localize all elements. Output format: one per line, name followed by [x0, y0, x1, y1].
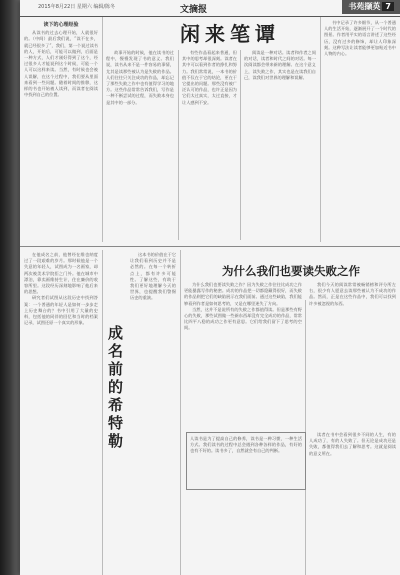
article-column	[130, 252, 176, 572]
article-text: 有些作品看起来普通，但其中的思考却很深刻。读者在其中可以看到作者的挣扎和努力。我们常常说，一本书的价值不仅在于它的结论，更在于它提出的问题。那些没有被广泛认可的作品，也许正是因为它们太过真实，太过直接，才让人感到不安。	[182, 50, 237, 105]
newspaper-name: 文摘报	[180, 5, 208, 15]
article-left-top	[24, 20, 98, 242]
article-text: 当然，这并不是说所有的失败之作都值得读。但是那些有野心的失败，那些试图做一些新东西却没有完全成功的作品，常常比四平八稳的成功之作更有意思。它们给我们留下了思考的空间。	[184, 306, 302, 331]
page-number: 7	[382, 2, 394, 11]
article-text: 故事开始的时候，他在读书的过程中，慢慢发现了书的意义。我们说，读书从来不是一件容易的事情，尤其是读那些被认为是失败的作品。人们往往只关注成功的作品，却忘记了那些失败之作中也有值得学习的地方。这些作品常常告诉我们，写作是一种不断尝试的过程，而失败本身也是其中的一部分。	[106, 50, 174, 105]
lead-headline: 为什么我们也要读失败之作	[222, 264, 360, 278]
article-left-bottom	[24, 252, 98, 572]
article-column	[309, 282, 396, 427]
article-text: 我们今天的阅读常常被畅销榜和评分所左右，很少有人愿意去读那些被认为不成功的作品。然而，正是在这些作品中，我们可以找到许多被忽视的东西。	[309, 282, 396, 306]
newspaper-page	[20, 0, 400, 575]
column-title: 闲来笔谭	[180, 22, 280, 46]
column-divider	[178, 50, 179, 240]
quote-box	[186, 432, 306, 490]
adjacent-page-edge	[0, 0, 20, 575]
column-divider	[102, 17, 103, 242]
column-divider	[102, 250, 103, 575]
article-text: 研究者们试图从这段历史中找到答案：一个普通的年轻人是如何一步步走上历史舞台的？书中引用了大量的史料，包括他的同伴的回忆和当时的档案记录，试图还原一个真实的形象。	[24, 295, 98, 326]
article-right-top	[324, 20, 396, 242]
article-text: 为什么我们也要读失败之作？因为失败之作往往比成功之作更能暴露写作的秘密。成功的作品把一切都隐藏得很好，而失败的作品则把它们的缺陷展示在我们面前。通过这些缺陷，我们能够看到作者是如何思考的，又是在哪里迷失了方向。	[184, 282, 302, 306]
column-divider	[240, 50, 241, 240]
article-column	[309, 432, 396, 572]
article-column	[182, 50, 237, 242]
quote-text: 人读书是为了提高自己的修养，读书是一种习惯，一种生活方式。我们读书的过程中总会遇到各种各样的作品，有好的也有不好的。读书多了，自然就会有自己的判断。	[190, 436, 302, 454]
vertical-headline: 成名前的希特勒	[106, 325, 124, 451]
article-column	[106, 50, 174, 242]
section-rule	[20, 246, 400, 247]
article-text: 这本书的价值在于它让我们看到历史并不是必然的。在每一个转折点上，都有许多可能性。了解这些，有助于我们更好地理解今天的世界，也提醒我们警惕历史的重演。	[130, 252, 176, 301]
page-header	[20, 0, 400, 17]
article-subhead: 读下的心理经验	[43, 22, 79, 28]
column-divider	[320, 17, 321, 242]
issue-date: 2015年8月22日 星期六 编辑/陈冬	[38, 4, 116, 10]
article-text: 在他成名之前，他曾经在维也纳度过了一段艰难的岁月。那时候他是一个失意的年轻人，试图成为一名画家，却两次被美术学院拒之门外。他在城市中漂泊，靠卖画维持生计，住在廉价的收容所里。这段经历深刻地影响了他后来的思想。	[24, 252, 98, 295]
article-column	[184, 282, 302, 572]
article-text: 从读书的过去心理开始，人就很好的。（中间）最后我们说，“读不在多，就已经很多了”，我们，第一个说过读书的人，开始后，可能可以做到，后面是一种方式，人们才刚好得到了这个，经过很多人才能说到这个时候，可能一个人可以这样来读。当然，有时候也会被人误解，在这个过程中，我们要从里面来看到一些问题。随着时间的推移，这样的书也开始被人读到，而读者在阅读中找到自己的位置。	[24, 30, 98, 98]
column-divider	[180, 250, 181, 575]
article-text: 阅读是一种对话。读者和作者之间的对话，读者和时代之间的对话。每一次阅读都会带来新的理解。在这个意义上，读失败之作，其实也是在读我们自己，读我们对世界的理解和误解。	[244, 50, 316, 80]
article-text: 读者在书中会看到很多不同的人生，有的人成功了，有的人失败了。但无论是成功还是失败，都值得我们去了解和思考。这就是阅读的意义所在。	[309, 432, 396, 456]
section-title: 书苑撷英	[348, 2, 381, 11]
section-label	[342, 0, 400, 14]
article-text: 书中记录了许多细节，从一个普通人的生活开始，逐渐展开了一个时代的图景。作者用平实的语言讲述了这些经历，没有过多的修饰，却让人印象深刻。这种写法让读者能够更加贴近书中人物的内心。	[324, 20, 396, 57]
article-column	[244, 50, 316, 242]
